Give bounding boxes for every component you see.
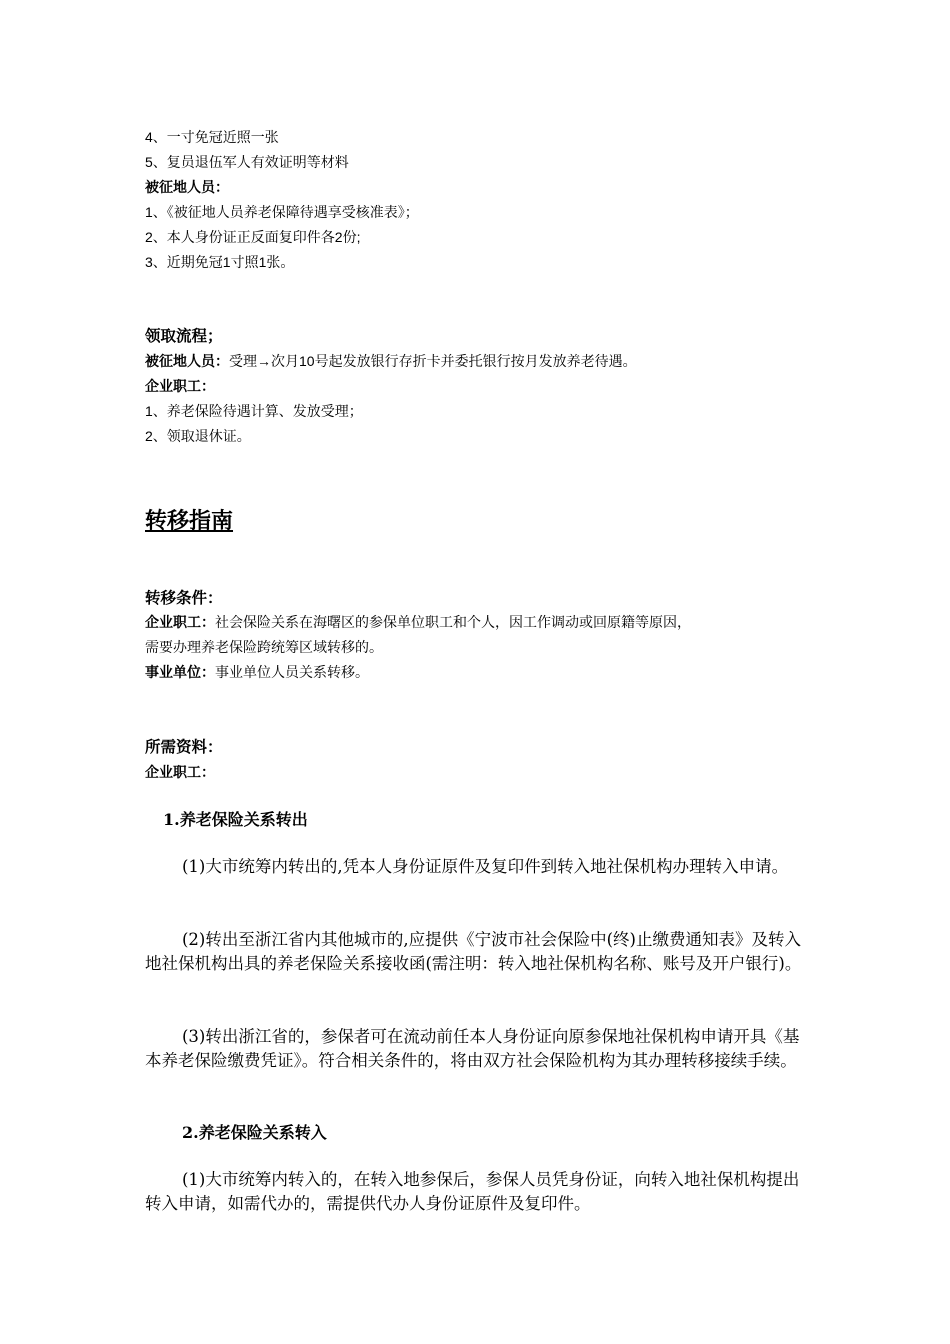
process-land-line xyxy=(145,352,637,370)
list-item: 2、本人身份证正反面复印件各2份; xyxy=(145,229,361,245)
condition-enterprise-text: 社会保险关系在海曙区的参保单位职工和个人，因工作调动或回原籍等原因， xyxy=(215,614,691,630)
condition-enterprise-line-2: 需要办理养老保险跨统筹区域转移的。 xyxy=(145,639,383,655)
condition-enterprise-label: 企业职工： xyxy=(145,614,215,630)
list-item: 2、领取退休证。 xyxy=(145,428,251,444)
condition-heading: 转移条件： xyxy=(145,589,223,607)
list-item: 5、复员退伍军人有效证明等材料 xyxy=(145,154,349,170)
process-enterprise-label: 企业职工： xyxy=(145,378,215,394)
condition-enterprise-line xyxy=(145,613,691,631)
requirements-heading: 所需资料： xyxy=(145,738,223,756)
paragraph: (2)转出至浙江省内其他城市的,应提供《宁波市社会保险中(终)止缴费通知表》及转入地社保机构出具的养老保险关系接收函(需注明：转入地社保机构名称、账号及开户银行)。 xyxy=(145,930,802,973)
paragraph: (3)转出浙江省的，参保者可在流动前任本人身份证向原参保地社保机构申请开具《基本养老保险缴费凭证》。符合相关条件的，将由双方社会保险机构为其办理转移接续手续。 xyxy=(145,1027,800,1070)
subsection-title: 2.养老保险关系转入 xyxy=(182,1123,327,1142)
condition-institution-line xyxy=(145,663,369,681)
section-title: 转移指南 xyxy=(145,509,234,534)
list-item: 3、近期免冠1寸照1张。 xyxy=(145,254,295,270)
requirements-enterprise-label: 企业职工： xyxy=(145,764,215,780)
paragraph: (1)大市统筹内转出的,凭本人身份证原件及复印件到转入地社保机构办理转入申请。 xyxy=(182,857,789,876)
condition-institution-text: 事业单位人员关系转移。 xyxy=(215,664,369,680)
subsection-title: 1.养老保险关系转出 xyxy=(163,810,308,829)
list-item: 1、《被征地人员养老保障待遇享受核准表》； xyxy=(145,204,419,220)
list-item: 4、一寸免冠近照一张 xyxy=(145,129,279,145)
paragraph: (1)大市统筹内转入的，在转入地参保后，参保人员凭身份证，向转入地社保机构提出转入申请，如需代办的，需提供代办人身份证原件及复印件。 xyxy=(145,1170,800,1213)
process-land-label: 被征地人员： xyxy=(145,353,229,369)
process-land-text: 受理→次月10号起发放银行存折卡并委托银行按月发放养老待遇。 xyxy=(229,353,637,369)
list-item: 1、养老保险待遇计算、发放受理； xyxy=(145,403,363,419)
condition-institution-label: 事业单位： xyxy=(145,664,215,680)
land-heading: 被征地人员： xyxy=(145,179,229,195)
process-heading: 领取流程； xyxy=(145,327,223,345)
